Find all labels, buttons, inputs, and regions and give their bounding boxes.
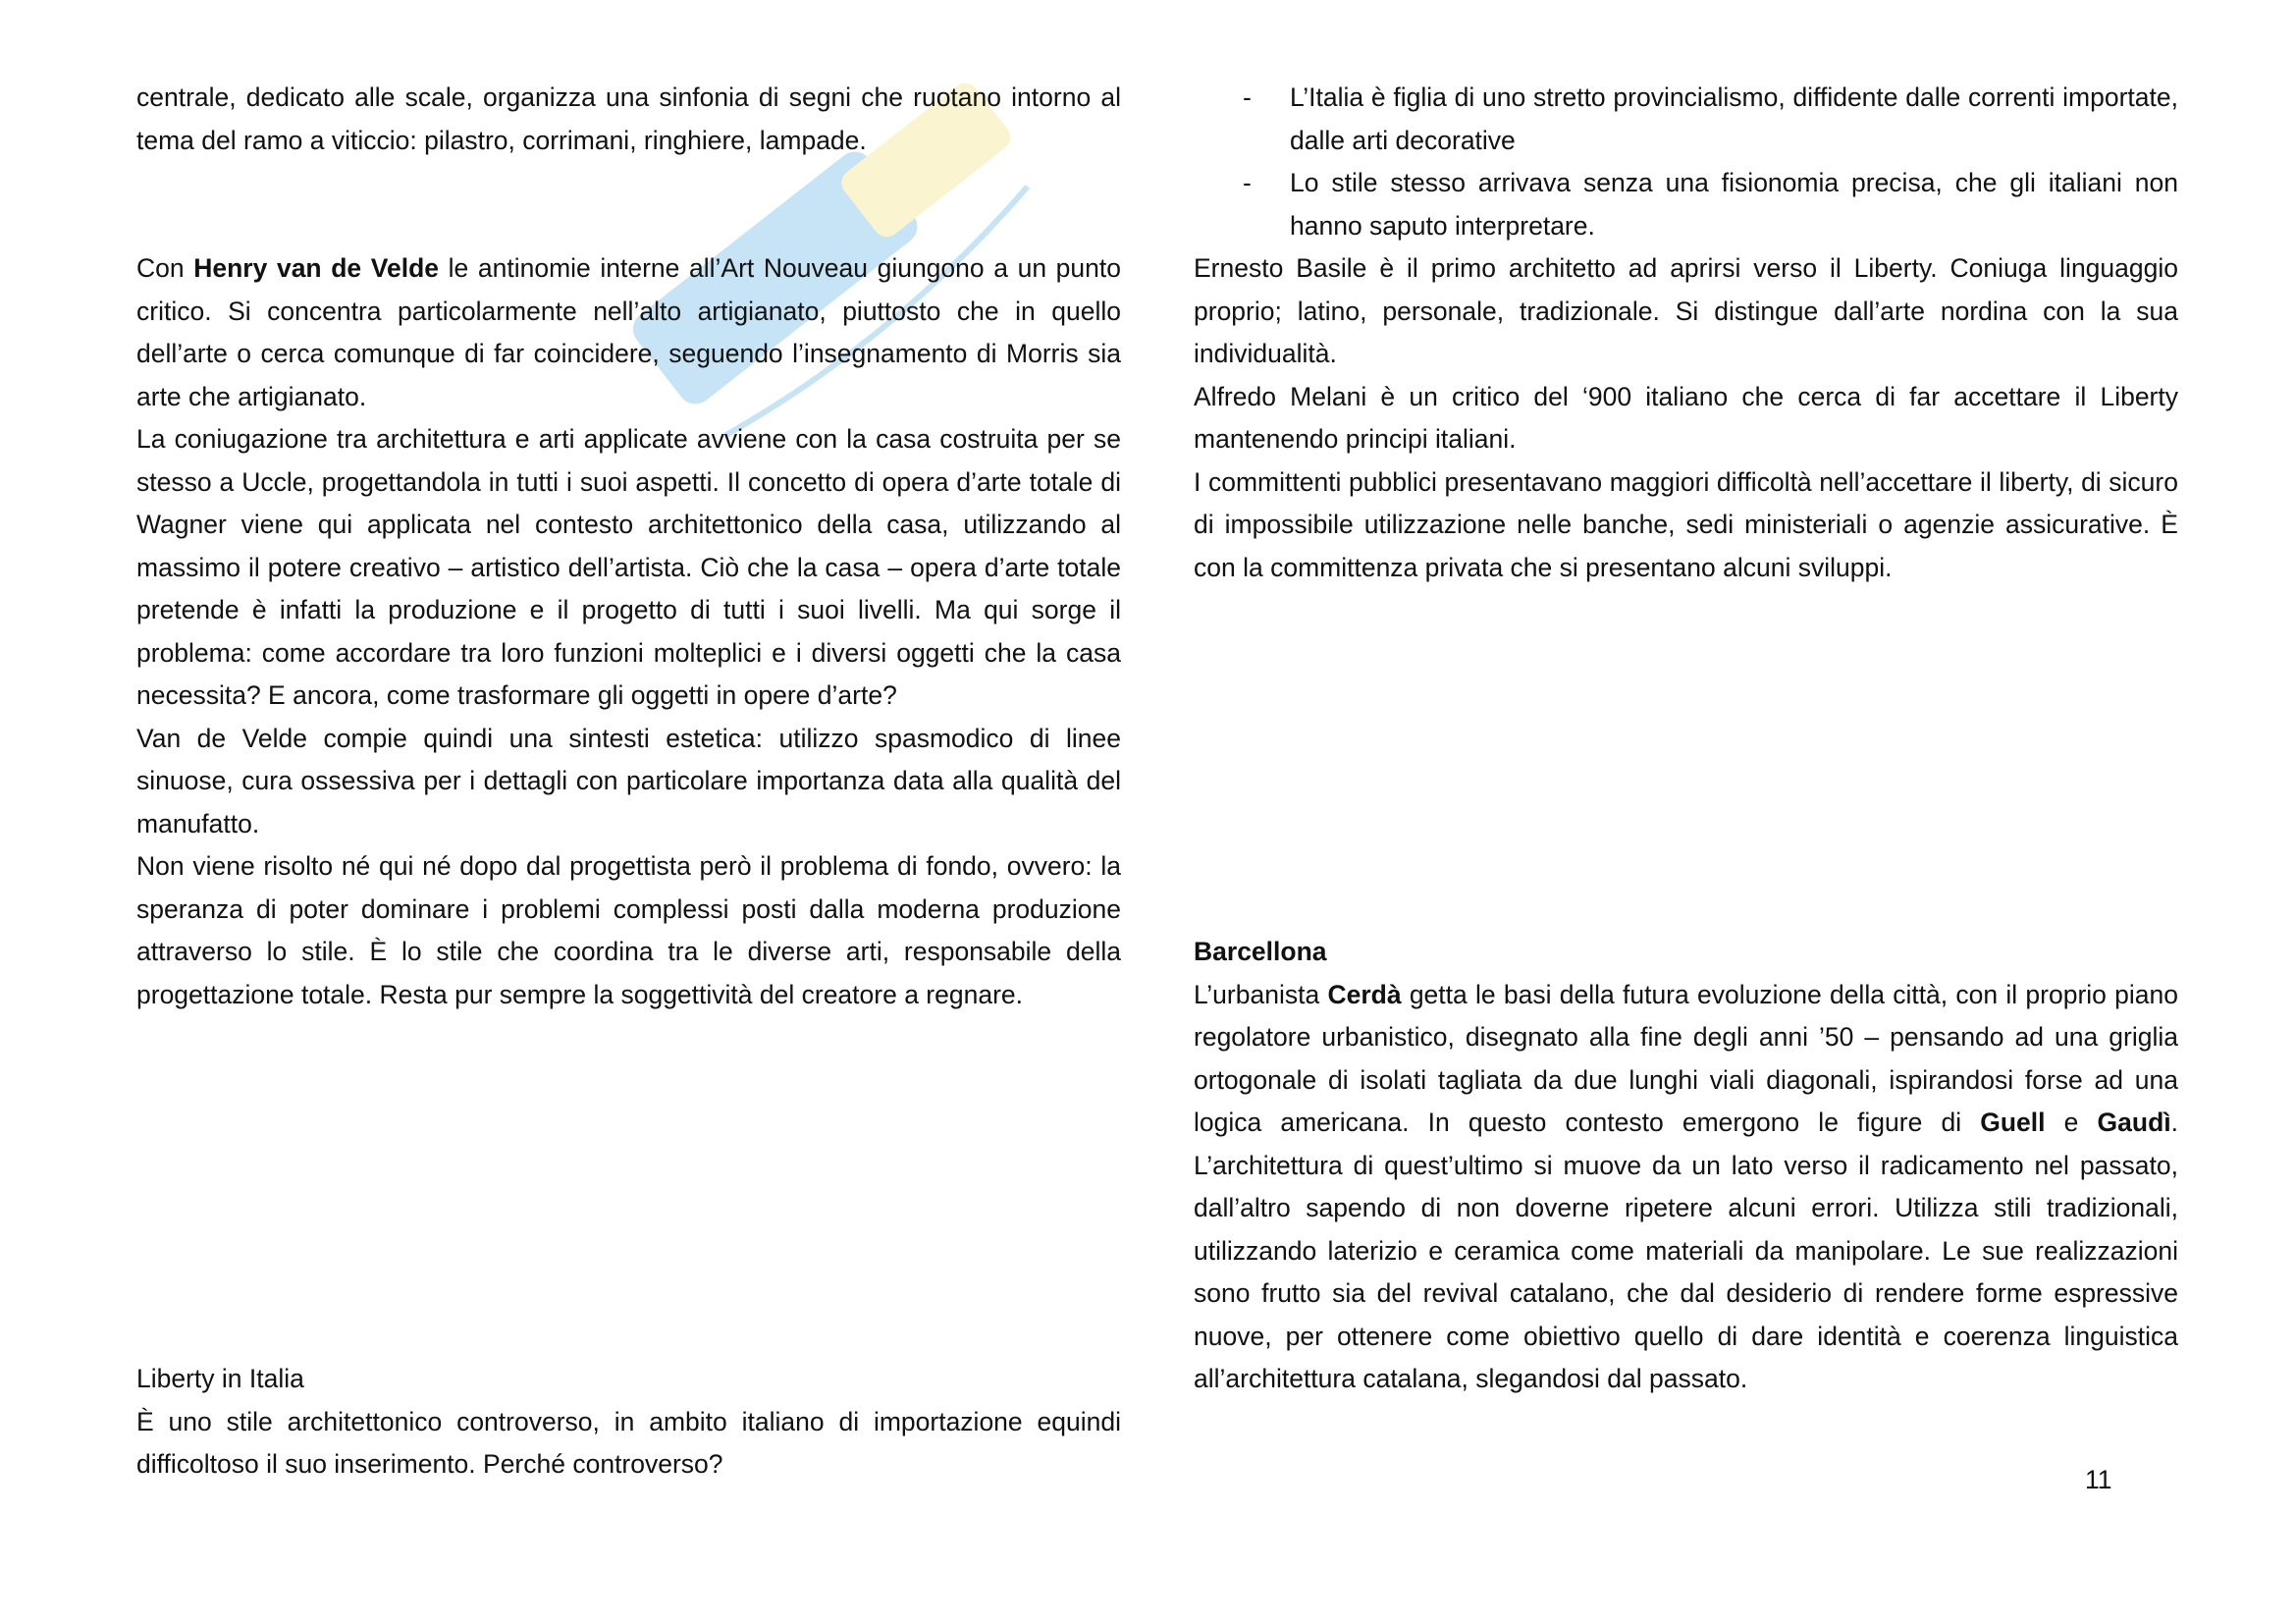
- bold-gaudi: Gaudì: [2097, 1108, 2171, 1137]
- dash-bullet-icon: -: [1243, 168, 1252, 197]
- page-number: 11: [2085, 1465, 2112, 1494]
- bold-henry-van-de-velde: Henry van de Velde: [193, 253, 440, 283]
- paragraph-committenti: I committenti pubblici presentavano maggiori difficoltà nell’accettare il liberty, di sicuro di impossibile utilizzazione nelle banche, sedi ministeriali o agenzie assicurative. È con la committenza privata che si presentano alcuni sviluppi.: [1194, 466, 2178, 582]
- spacer: [136, 162, 1121, 247]
- list-item: - Lo stile stesso arrivava senza una fisionomia precisa, che gli italiani non hanno saputo interpretare.: [1194, 162, 2178, 247]
- spacer: [1194, 589, 2178, 931]
- paragraph-sintesi-estetica: Van de Velde compie quindi una sintesti estetica: utilizzo spasmodico di linee sinuose, cura ossessiva per i dettagli con particolare importanza data alla qualità del manufatto.: [136, 723, 1121, 839]
- list-item: - L’Italia è figlia di uno stretto provincialismo, diffidente dalle correnti importate, dalle arti decorative: [1194, 77, 2178, 162]
- bold-cerda: Cerdà: [1327, 979, 1402, 1009]
- bullet-list: [1194, 77, 2178, 247]
- dash-bullet-icon: -: [1243, 82, 1252, 112]
- bold-guell: Guell: [1980, 1108, 2046, 1137]
- paragraph-alfredo-melani: Alfredo Melani è un critico del ‘900 italiano che cerca di far accettare il Liberty mantenendo principi italiani.: [1194, 381, 2178, 454]
- paragraph-liberty-controverso: È uno stile architettonico controverso, in ambito italiano di importazione equindi difficoltoso il suo inserimento. Perché controverso?: [136, 1406, 1121, 1479]
- paragraph-uccle-house: La coniugazione tra architettura e arti applicate avviene con la casa costruita per se stesso a Uccle, progettandola in tutti i suoi aspetti. Il concetto di opera d’arte totale di Wagner viene qui applicata nel contesto architettonico della casa, utilizzando al massimo il potere creativo – artistico dell’artista. Ciò che la casa – opera d’arte totale pretende è infatti la produzione e il progetto di tutti i suoi livelli. Ma qui sorge il problema: come accordare tra loro funzioni molteplici e i diversi oggetti che la casa necessita? E ancora, come trasformare gli oggetti in opere d’arte?: [136, 424, 1121, 710]
- paragraph-van-de-velde: Con Henry van de Velde le antinomie interne all’Art Nouveau giungono a un punto critico. Si concentra particolarmente nell’alto artigianato, piuttosto che in quello dell’arte o cerca comunque di far coincidere, seguendo l’insegnamento di Morris sia arte che artigianato.: [136, 253, 1121, 411]
- heading-liberty-in-italia: Liberty in Italia: [136, 1364, 304, 1393]
- paragraph-stairs: centrale, dedicato alle scale, organizza una sinfonia di segni che ruotano intorno al tema del ramo a viticcio: pilastro, corrimani, ringhiere, lampade.: [136, 82, 1121, 155]
- paragraph-cerda-gaudi: L’urbanista Cerdà getta le basi della futura evoluzione della città, con il proprio piano regolatore urbanistico, disegnato alla fine degli anni ’50 – pensando ad una griglia ortogonale di isolati tagliata da due lunghi viali diagonali, ispirandosi forse ad una logica americana. In questo contesto emergono le figure di Guell e Gaudì. L’architettura di quest’ultimo si muove da un lato verso il radicamento nel passato, dall’altro sapendo di non doverne ripetere alcuni errori. Utilizza stili tradizionali, utilizzando laterizio e ceramica come materiali da manipolare. Le sue realizzazioni sono frutto sia del revival catalano, che dal desiderio di rendere forme espressive nuove, per ottenere come obiettivo quello di dare identità e coerenza linguistica all’architettura catalana, slegandosi dal passato.: [1194, 979, 2178, 1393]
- paragraph-ernesto-basile: Ernesto Basile è il primo architetto ad aprirsi verso il Liberty. Coniuga linguaggio proprio; latino, personale, tradizionale. Si distingue dall’arte nordina con la sua individualità.: [1194, 253, 2178, 368]
- heading-barcellona: Barcellona: [1194, 937, 1327, 966]
- left-column: [136, 77, 1121, 1487]
- spacer: [136, 1016, 1121, 1358]
- paragraph-problema-di-fondo: Non viene risolto né qui né dopo dal progettista però il problema di fondo, ovvero: la speranza di poter dominare i problemi complessi posti dalla moderna produzione attraverso lo stile. È lo stile che coordina tra le diverse arti, responsabile della progettazione totale. Resta pur sempre la soggettività del creatore a regnare.: [136, 851, 1121, 1009]
- right-column: [1194, 77, 2178, 1401]
